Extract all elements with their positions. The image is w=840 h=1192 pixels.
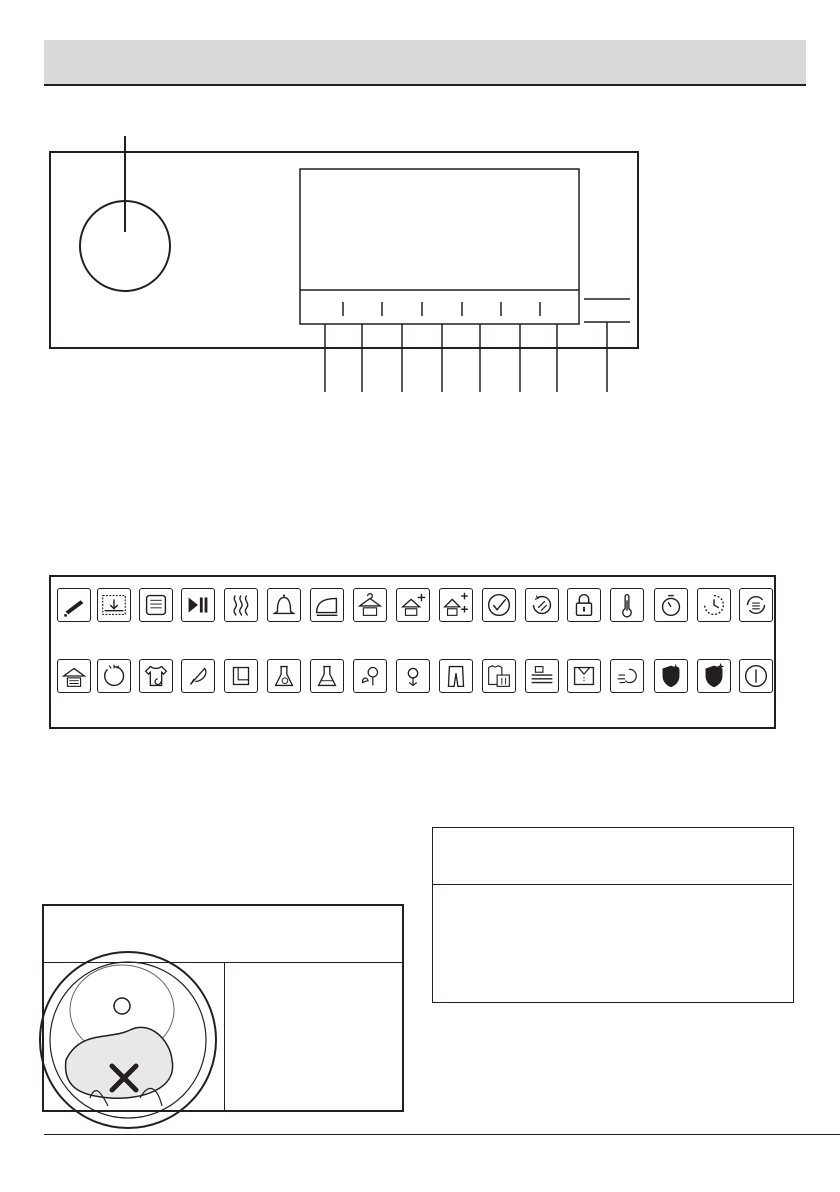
brush-lint-icon — [57, 588, 91, 622]
drum-dry-icon — [97, 659, 131, 693]
check-circle-icon — [482, 588, 516, 622]
anti-crease-icon — [525, 588, 559, 622]
hanger-double-plus-icon — [439, 588, 473, 622]
stopwatch-icon — [654, 588, 688, 622]
start-pause-icon — [181, 588, 215, 622]
button-separators — [343, 302, 540, 316]
flask-cotton-icon — [267, 659, 301, 693]
callout-leaders — [325, 322, 607, 392]
cotton-icon — [396, 659, 430, 693]
lock-icon — [567, 588, 601, 622]
hanger-icon — [353, 588, 387, 622]
note-heading — [433, 828, 792, 885]
quick-time-icon — [610, 659, 644, 693]
warning-heading — [44, 906, 402, 963]
hanger-plus-icon — [396, 588, 430, 622]
shirt-refresh-icon — [139, 659, 173, 693]
towel-icon — [224, 659, 258, 693]
note-box — [432, 827, 794, 1003]
control-panel-outline — [50, 152, 638, 348]
heat-waves-icon — [224, 588, 258, 622]
hygiene-shield-icon — [654, 659, 688, 693]
thermometer-icon — [610, 588, 644, 622]
refresh-cycle-icon — [739, 588, 773, 622]
cotton-eco-icon — [353, 659, 387, 693]
shirt-box-icon — [567, 659, 601, 693]
shirt-mix-icon — [482, 659, 516, 693]
iron-icon — [310, 588, 344, 622]
jeans-icon — [439, 659, 473, 693]
filter-icon — [139, 588, 173, 622]
power-icon — [739, 659, 773, 693]
feather-icon — [181, 659, 215, 693]
bell-icon — [267, 588, 301, 622]
hygiene-shield-plus-icon — [697, 659, 731, 693]
bedding-icon — [525, 659, 559, 693]
flask-icon — [310, 659, 344, 693]
delay-timer-icon — [697, 588, 731, 622]
warning-box — [42, 904, 404, 1112]
display-window — [300, 169, 579, 324]
water-tank-icon — [97, 588, 131, 622]
footer-rule — [44, 1134, 840, 1135]
hanger-dry-icon — [57, 659, 91, 693]
drum-image-cell — [44, 962, 225, 1110]
